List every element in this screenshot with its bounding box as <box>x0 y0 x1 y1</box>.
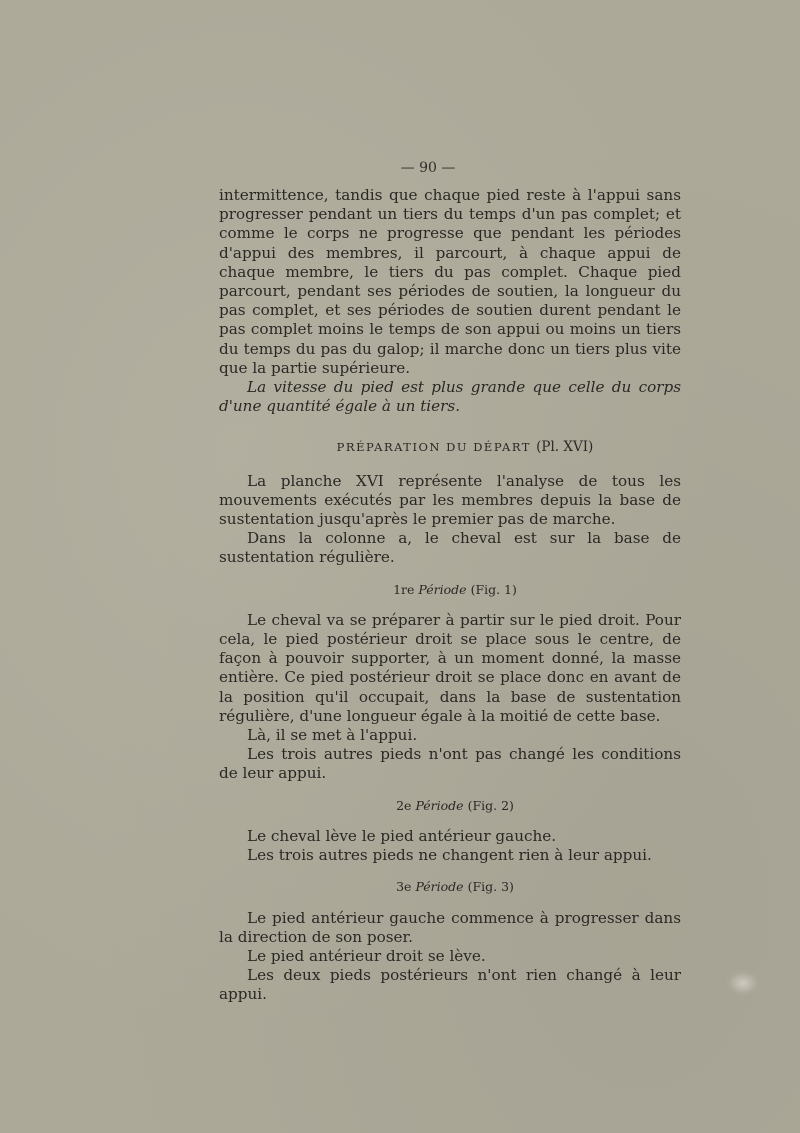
period-label: Période <box>415 879 464 895</box>
period-2-paragraph: Le cheval lève le pied antérieur gauche. <box>247 826 557 845</box>
period-1-paragraph: Le cheval va se préparer à partir sur le pied droit. Pour cela, le pied postérieur droit se place sous le centre, de façon à pouvoir supporter, à un moment donné, la masse entière. Ce pied postérieur droit se place donc en avant de la position qu'il occupait, dans la base de sustentation régulière, d'une longueur égale à la moitié de cette base. <box>219 610 681 725</box>
period-number: 3e <box>396 879 412 895</box>
period-heading-1 <box>219 580 681 599</box>
period-label: Période <box>415 797 464 813</box>
section-intro-paragraph: Dans la colonne a, le cheval est sur la base de sustentation régulière. <box>219 529 681 567</box>
period-number: 1re <box>393 581 415 597</box>
period-3-paragraph: Le pied antérieur gauche commence à progresser dans la direction de son poser. <box>219 908 681 946</box>
period-1-paragraph: Là, il se met à l'appui. <box>247 726 418 745</box>
period-figure-ref: (Fig. 1) <box>470 581 517 597</box>
body-text <box>219 186 681 1005</box>
period-figure-ref: (Fig. 2) <box>467 797 514 813</box>
section-title: PRÉPARATION DU DÉPART <box>336 440 531 455</box>
period-2-paragraph: Les trois autres pieds ne changent rien à leur appui. <box>247 846 652 865</box>
period-number: 2e <box>396 797 412 813</box>
period-heading-2 <box>219 796 681 815</box>
section-intro-paragraph: La planche XVI représente l'analyse de tous les mouvements exécutés par les membres depuis la base de sustentation jusqu'après le premier pas de marche. <box>219 471 681 529</box>
period-label: Période <box>418 581 467 597</box>
period-3-paragraph: Le pied antérieur droit se lève. <box>247 946 486 965</box>
section-plate-ref: (Pl. XVI) <box>536 439 594 456</box>
section-heading <box>219 438 681 457</box>
period-heading-3 <box>219 877 681 896</box>
paper-stain <box>726 970 760 996</box>
period-1-paragraph: Les trois autres pieds n'ont pas changé les conditions de leur appui. <box>219 745 681 783</box>
paragraph-conclusion: La vitesse du pied est plus grande que celle du corps d'une quantité égale à un tiers. <box>219 378 681 416</box>
paragraph-continuation: intermittence, tandis que chaque pied reste à l'appui sans progresser pendant un tiers du temps d'un pas complet; et comme le corps ne progresse que pendant les périodes d'appui des membres, il parcourt, à chaque appui de chaque membre, le tiers du pas complet. Chaque pied parcourt, pendant ses périodes de soutien, la longueur du pas complet, et ses périodes de soutien durent pendant le pas complet moins le temps de son appui ou moins un tiers du temps du pas du galop; il marche donc un tiers plus vite que la partie supérieure. <box>219 186 681 377</box>
period-3-paragraph: Les deux pieds postérieurs n'ont rien changé à leur appui. <box>219 966 681 1004</box>
period-figure-ref: (Fig. 3) <box>467 879 514 895</box>
page-number: — 90 — <box>400 160 456 176</box>
